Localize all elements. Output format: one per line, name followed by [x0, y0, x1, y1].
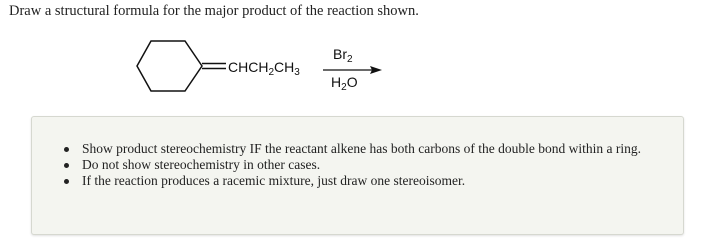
bullet-icon — [64, 163, 69, 168]
bullet-icon — [64, 147, 69, 152]
reagent-bromine: $Br_2$ — [333, 46, 353, 65]
hint-item — [58, 173, 672, 189]
hint-text: Show product stereochemistry IF the reactant alkene has both carbons of the double bond within a ring. — [82, 141, 641, 156]
hints-list — [58, 141, 672, 189]
reaction-scheme — [0, 0, 707, 110]
hint-text: Do not show stereochemistry in other cases. — [82, 157, 321, 172]
question-text: Draw a structural formula for the major product of the reaction shown. — [9, 3, 419, 19]
cyclohexane-ring — [137, 41, 202, 91]
alkylidene-substituent: $CHCH_2CH_3$ — [228, 59, 300, 78]
hints-panel — [31, 116, 684, 235]
bullet-icon — [64, 179, 69, 184]
hint-item — [58, 141, 672, 157]
hint-text: If the reaction produces a racemic mixture, just draw one stereoisomer. — [82, 173, 466, 188]
reagent-water: $H_2O$ — [331, 74, 358, 93]
reaction-drawing — [0, 0, 707, 110]
hint-item — [58, 157, 672, 173]
